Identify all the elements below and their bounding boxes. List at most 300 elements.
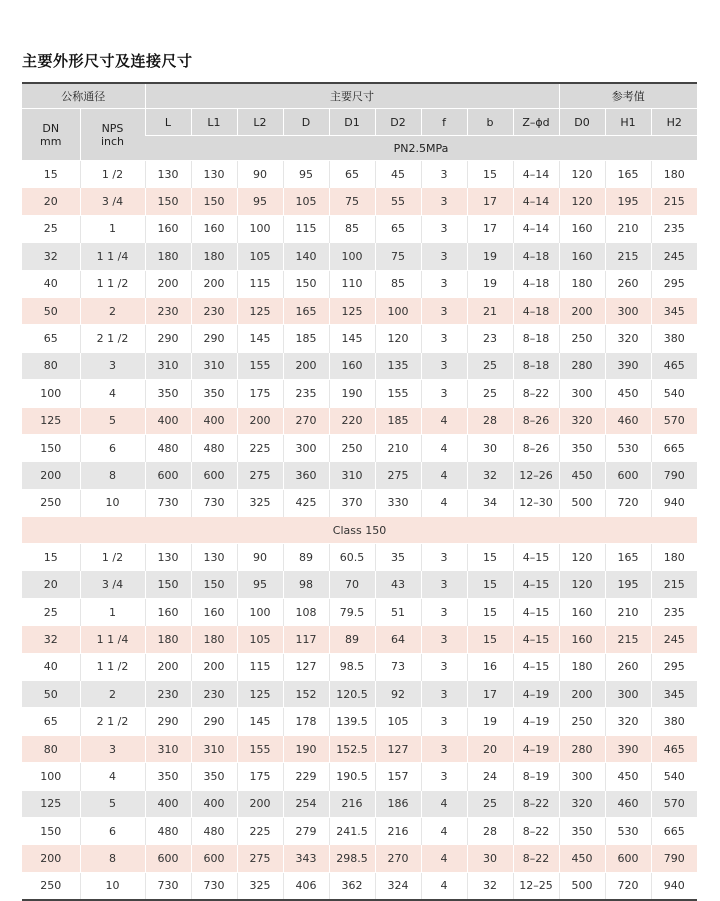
table-cell: 65 bbox=[22, 325, 80, 352]
table-cell: 600 bbox=[145, 845, 191, 872]
table-cell: 195 bbox=[605, 571, 651, 598]
table-cell: 400 bbox=[191, 790, 237, 817]
table-cell: 155 bbox=[237, 352, 283, 379]
table-cell: 8 bbox=[80, 845, 145, 872]
table-cell: 200 bbox=[559, 297, 605, 324]
table-cell: 200 bbox=[22, 462, 80, 489]
table-row bbox=[22, 462, 697, 489]
table-cell: 160 bbox=[145, 598, 191, 625]
table-body bbox=[22, 161, 697, 901]
table-cell: 600 bbox=[191, 845, 237, 872]
table-cell: 460 bbox=[605, 790, 651, 817]
table-cell: 3 /4 bbox=[80, 188, 145, 215]
table-cell: 100 bbox=[22, 380, 80, 407]
table-cell: 165 bbox=[605, 544, 651, 571]
table-cell: 80 bbox=[22, 352, 80, 379]
table-cell: 1 1 /4 bbox=[80, 626, 145, 653]
table-cell: 290 bbox=[191, 325, 237, 352]
table-cell: 89 bbox=[329, 626, 375, 653]
table-cell: 570 bbox=[651, 790, 697, 817]
table-cell: 120.5 bbox=[329, 681, 375, 708]
table-cell: 145 bbox=[237, 325, 283, 352]
table-cell: 190.5 bbox=[329, 763, 375, 790]
table-cell: 254 bbox=[283, 790, 329, 817]
table-cell: 150 bbox=[145, 188, 191, 215]
table-cell: 465 bbox=[651, 352, 697, 379]
section-label: Class 150 bbox=[22, 517, 697, 544]
table-cell: 300 bbox=[605, 297, 651, 324]
table-cell: 241.5 bbox=[329, 817, 375, 844]
table-cell: 720 bbox=[605, 872, 651, 900]
header-nps-unit: inch bbox=[100, 134, 125, 148]
table-cell: 235 bbox=[283, 380, 329, 407]
table-cell: 380 bbox=[651, 325, 697, 352]
table-cell: 325 bbox=[237, 489, 283, 516]
table-cell: 32 bbox=[22, 243, 80, 270]
header-col: L2 bbox=[237, 109, 283, 136]
table-cell: 3 bbox=[421, 653, 467, 680]
table-cell: 6 bbox=[80, 817, 145, 844]
table-cell: 25 bbox=[467, 380, 513, 407]
table-cell: 160 bbox=[559, 243, 605, 270]
table-cell: 32 bbox=[467, 872, 513, 900]
table-cell: 8–22 bbox=[513, 790, 559, 817]
table-cell: 3 bbox=[421, 708, 467, 735]
table-cell: 370 bbox=[329, 489, 375, 516]
table-cell: 19 bbox=[467, 270, 513, 297]
table-cell: 345 bbox=[651, 297, 697, 324]
table-cell: 250 bbox=[559, 325, 605, 352]
table-cell: 600 bbox=[605, 462, 651, 489]
table-cell: 1 bbox=[80, 215, 145, 242]
table-cell: 4–19 bbox=[513, 708, 559, 735]
table-cell: 40 bbox=[22, 653, 80, 680]
table-cell: 400 bbox=[145, 790, 191, 817]
table-cell: 200 bbox=[145, 653, 191, 680]
table-cell: 130 bbox=[145, 161, 191, 188]
table-cell: 200 bbox=[283, 352, 329, 379]
table-cell: 15 bbox=[467, 544, 513, 571]
table-cell: 120 bbox=[559, 544, 605, 571]
table-cell: 290 bbox=[191, 708, 237, 735]
table-cell: 310 bbox=[145, 735, 191, 762]
table-cell: 100 bbox=[237, 598, 283, 625]
table-cell: 125 bbox=[329, 297, 375, 324]
table-cell: 3 bbox=[421, 598, 467, 625]
table-cell: 90 bbox=[237, 544, 283, 571]
table-cell: 115 bbox=[283, 215, 329, 242]
table-cell: 110 bbox=[329, 270, 375, 297]
table-cell: 175 bbox=[237, 763, 283, 790]
table-cell: 8–18 bbox=[513, 352, 559, 379]
table-cell: 85 bbox=[375, 270, 421, 297]
table-cell: 480 bbox=[145, 817, 191, 844]
table-cell: 24 bbox=[467, 763, 513, 790]
table-cell: 250 bbox=[559, 708, 605, 735]
table-row bbox=[22, 270, 697, 297]
table-row bbox=[22, 681, 697, 708]
table-cell: 270 bbox=[283, 407, 329, 434]
table-cell: 3 bbox=[421, 325, 467, 352]
table-cell: 275 bbox=[237, 845, 283, 872]
table-cell: 200 bbox=[191, 653, 237, 680]
table-row bbox=[22, 380, 697, 407]
table-cell: 270 bbox=[375, 845, 421, 872]
table-cell: 720 bbox=[605, 489, 651, 516]
table-cell: 25 bbox=[22, 598, 80, 625]
table-cell: 8–26 bbox=[513, 407, 559, 434]
table-cell: 3 bbox=[421, 270, 467, 297]
table-cell: 120 bbox=[559, 571, 605, 598]
table-cell: 4–15 bbox=[513, 571, 559, 598]
table-cell: 130 bbox=[191, 544, 237, 571]
table-cell: 145 bbox=[329, 325, 375, 352]
table-cell: 15 bbox=[467, 571, 513, 598]
table-cell: 350 bbox=[191, 763, 237, 790]
table-cell: 4–18 bbox=[513, 297, 559, 324]
table-cell: 10 bbox=[80, 489, 145, 516]
table-cell: 350 bbox=[145, 763, 191, 790]
table-cell: 3 bbox=[421, 571, 467, 598]
table-cell: 245 bbox=[651, 243, 697, 270]
table-cell: 3 bbox=[421, 243, 467, 270]
table-row bbox=[22, 735, 697, 762]
table-cell: 250 bbox=[22, 489, 80, 516]
table-cell: 200 bbox=[559, 681, 605, 708]
table-cell: 216 bbox=[329, 790, 375, 817]
section-row-class-150 bbox=[22, 517, 697, 544]
header-col: L1 bbox=[191, 109, 237, 136]
table-cell: 40 bbox=[22, 270, 80, 297]
table-cell: 25 bbox=[467, 790, 513, 817]
table-cell: 43 bbox=[375, 571, 421, 598]
table-row bbox=[22, 489, 697, 516]
table-cell: 530 bbox=[605, 434, 651, 461]
table-cell: 8 bbox=[80, 462, 145, 489]
table-cell: 120 bbox=[559, 161, 605, 188]
table-cell: 295 bbox=[651, 653, 697, 680]
header-col: Z–ϕd bbox=[513, 109, 559, 136]
table-cell: 95 bbox=[237, 571, 283, 598]
table-cell: 25 bbox=[22, 215, 80, 242]
table-cell: 10 bbox=[80, 872, 145, 900]
header-group-main: 主要尺寸 bbox=[145, 83, 559, 109]
table-cell: 600 bbox=[605, 845, 651, 872]
table-cell: 15 bbox=[467, 626, 513, 653]
table-cell: 125 bbox=[237, 681, 283, 708]
table-cell: 28 bbox=[467, 817, 513, 844]
table-cell: 105 bbox=[237, 243, 283, 270]
table-cell: 480 bbox=[145, 434, 191, 461]
table-cell: 215 bbox=[605, 626, 651, 653]
table-cell: 215 bbox=[651, 571, 697, 598]
table-cell: 275 bbox=[375, 462, 421, 489]
table-cell: 1 1 /4 bbox=[80, 243, 145, 270]
table-cell: 1 bbox=[80, 598, 145, 625]
table-cell: 4 bbox=[421, 407, 467, 434]
table-row bbox=[22, 708, 697, 735]
table-cell: 4–15 bbox=[513, 598, 559, 625]
table-cell: 400 bbox=[191, 407, 237, 434]
table-cell: 180 bbox=[145, 243, 191, 270]
table-cell: 450 bbox=[559, 462, 605, 489]
table-cell: 105 bbox=[375, 708, 421, 735]
table-cell: 115 bbox=[237, 653, 283, 680]
table-cell: 450 bbox=[605, 380, 651, 407]
table-cell: 20 bbox=[22, 188, 80, 215]
table-row bbox=[22, 325, 697, 352]
header-dn-label: DN bbox=[42, 121, 60, 135]
table-cell: 150 bbox=[191, 571, 237, 598]
table-row bbox=[22, 598, 697, 625]
table-row bbox=[22, 571, 697, 598]
table-cell: 2 1 /2 bbox=[80, 325, 145, 352]
table-cell: 180 bbox=[651, 161, 697, 188]
table-cell: 8–22 bbox=[513, 817, 559, 844]
table-cell: 350 bbox=[145, 380, 191, 407]
table-cell: 130 bbox=[145, 544, 191, 571]
table-cell: 150 bbox=[22, 817, 80, 844]
table-cell: 940 bbox=[651, 872, 697, 900]
table-cell: 145 bbox=[237, 708, 283, 735]
table-cell: 190 bbox=[329, 380, 375, 407]
table-cell: 178 bbox=[283, 708, 329, 735]
table-cell: 360 bbox=[283, 462, 329, 489]
table-cell: 80 bbox=[22, 735, 80, 762]
table-cell: 65 bbox=[22, 708, 80, 735]
table-cell: 85 bbox=[329, 215, 375, 242]
table-row bbox=[22, 817, 697, 844]
table-cell: 350 bbox=[559, 817, 605, 844]
table-cell: 465 bbox=[651, 735, 697, 762]
table-cell: 160 bbox=[329, 352, 375, 379]
table-cell: 140 bbox=[283, 243, 329, 270]
table-cell: 23 bbox=[467, 325, 513, 352]
table-cell: 343 bbox=[283, 845, 329, 872]
table-cell: 17 bbox=[467, 215, 513, 242]
table-cell: 3 bbox=[421, 626, 467, 653]
table-cell: 150 bbox=[283, 270, 329, 297]
table-cell: 4–15 bbox=[513, 626, 559, 653]
table-cell: 290 bbox=[145, 708, 191, 735]
table-cell: 3 bbox=[421, 763, 467, 790]
table-cell: 275 bbox=[237, 462, 283, 489]
table-cell: 32 bbox=[22, 626, 80, 653]
table-cell: 3 bbox=[421, 544, 467, 571]
table-cell: 790 bbox=[651, 462, 697, 489]
table-cell: 3 bbox=[421, 161, 467, 188]
table-cell: 940 bbox=[651, 489, 697, 516]
table-cell: 4–14 bbox=[513, 188, 559, 215]
table-cell: 180 bbox=[191, 243, 237, 270]
table-cell: 200 bbox=[237, 407, 283, 434]
table-cell: 17 bbox=[467, 188, 513, 215]
table-cell: 160 bbox=[145, 215, 191, 242]
header-dn-unit: mm bbox=[40, 134, 62, 148]
table-cell: 50 bbox=[22, 297, 80, 324]
table-cell: 320 bbox=[605, 325, 651, 352]
table-cell: 180 bbox=[651, 544, 697, 571]
table-cell: 390 bbox=[605, 352, 651, 379]
table-cell: 320 bbox=[559, 407, 605, 434]
table-cell: 51 bbox=[375, 598, 421, 625]
table-cell: 4–14 bbox=[513, 161, 559, 188]
table-cell: 320 bbox=[559, 790, 605, 817]
table-cell: 125 bbox=[22, 790, 80, 817]
table-cell: 150 bbox=[191, 188, 237, 215]
table-cell: 30 bbox=[467, 845, 513, 872]
table-cell: 100 bbox=[237, 215, 283, 242]
table-cell: 34 bbox=[467, 489, 513, 516]
table-header bbox=[22, 83, 697, 161]
header-col: L bbox=[145, 109, 191, 136]
table-cell: 125 bbox=[237, 297, 283, 324]
table-cell: 180 bbox=[559, 270, 605, 297]
table-cell: 165 bbox=[605, 161, 651, 188]
table-cell: 135 bbox=[375, 352, 421, 379]
table-cell: 139.5 bbox=[329, 708, 375, 735]
table-row bbox=[22, 653, 697, 680]
table-cell: 73 bbox=[375, 653, 421, 680]
table-cell: 20 bbox=[467, 735, 513, 762]
table-cell: 600 bbox=[191, 462, 237, 489]
table-cell: 125 bbox=[22, 407, 80, 434]
table-cell: 260 bbox=[605, 653, 651, 680]
table-cell: 4–15 bbox=[513, 544, 559, 571]
table-cell: 35 bbox=[375, 544, 421, 571]
table-cell: 50 bbox=[22, 681, 80, 708]
table-cell: 310 bbox=[191, 735, 237, 762]
table-cell: 4 bbox=[421, 462, 467, 489]
table-cell: 120 bbox=[375, 325, 421, 352]
table-row bbox=[22, 407, 697, 434]
table-cell: 150 bbox=[22, 434, 80, 461]
table-cell: 480 bbox=[191, 817, 237, 844]
table-cell: 4 bbox=[421, 872, 467, 900]
table-cell: 12–25 bbox=[513, 872, 559, 900]
table-cell: 32 bbox=[467, 462, 513, 489]
header-col: f bbox=[421, 109, 467, 136]
table-cell: 216 bbox=[375, 817, 421, 844]
table-cell: 185 bbox=[283, 325, 329, 352]
table-cell: 155 bbox=[375, 380, 421, 407]
table-cell: 5 bbox=[80, 407, 145, 434]
table-cell: 160 bbox=[559, 626, 605, 653]
table-cell: 108 bbox=[283, 598, 329, 625]
table-cell: 200 bbox=[237, 790, 283, 817]
table-cell: 120 bbox=[559, 188, 605, 215]
table-cell: 4 bbox=[421, 790, 467, 817]
table-row bbox=[22, 434, 697, 461]
table-cell: 1 /2 bbox=[80, 544, 145, 571]
table-cell: 105 bbox=[283, 188, 329, 215]
table-cell: 230 bbox=[145, 297, 191, 324]
table-cell: 90 bbox=[237, 161, 283, 188]
table-cell: 92 bbox=[375, 681, 421, 708]
table-cell: 30 bbox=[467, 434, 513, 461]
table-cell: 15 bbox=[22, 161, 80, 188]
table-cell: 3 bbox=[421, 735, 467, 762]
table-cell: 4–18 bbox=[513, 270, 559, 297]
table-cell: 300 bbox=[559, 763, 605, 790]
table-cell: 12–26 bbox=[513, 462, 559, 489]
table-cell: 295 bbox=[651, 270, 697, 297]
table-cell: 8–26 bbox=[513, 434, 559, 461]
table-cell: 540 bbox=[651, 380, 697, 407]
table-cell: 210 bbox=[605, 215, 651, 242]
table-row bbox=[22, 243, 697, 270]
table-cell: 165 bbox=[283, 297, 329, 324]
table-cell: 298.5 bbox=[329, 845, 375, 872]
table-cell: 130 bbox=[191, 161, 237, 188]
table-cell: 480 bbox=[191, 434, 237, 461]
table-cell: 180 bbox=[559, 653, 605, 680]
table-cell: 390 bbox=[605, 735, 651, 762]
table-cell: 160 bbox=[559, 598, 605, 625]
table-row bbox=[22, 763, 697, 790]
table-cell: 3 bbox=[421, 188, 467, 215]
header-col: D0 bbox=[559, 109, 605, 136]
header-col: D2 bbox=[375, 109, 421, 136]
table-cell: 5 bbox=[80, 790, 145, 817]
table-cell: 3 bbox=[421, 297, 467, 324]
table-cell: 79.5 bbox=[329, 598, 375, 625]
table-cell: 2 1 /2 bbox=[80, 708, 145, 735]
table-cell: 230 bbox=[145, 681, 191, 708]
table-cell: 160 bbox=[191, 215, 237, 242]
table-cell: 15 bbox=[467, 598, 513, 625]
table-cell: 6 bbox=[80, 434, 145, 461]
table-cell: 324 bbox=[375, 872, 421, 900]
header-col: b bbox=[467, 109, 513, 136]
table-cell: 157 bbox=[375, 763, 421, 790]
table-cell: 4 bbox=[421, 817, 467, 844]
table-cell: 152.5 bbox=[329, 735, 375, 762]
table-cell: 8–22 bbox=[513, 845, 559, 872]
table-cell: 12–30 bbox=[513, 489, 559, 516]
table-cell: 229 bbox=[283, 763, 329, 790]
header-group-ref: 参考值 bbox=[559, 83, 697, 109]
table-cell: 345 bbox=[651, 681, 697, 708]
table-cell: 665 bbox=[651, 434, 697, 461]
table-cell: 15 bbox=[467, 161, 513, 188]
table-cell: 60.5 bbox=[329, 544, 375, 571]
table-cell: 1 1 /2 bbox=[80, 653, 145, 680]
table-cell: 28 bbox=[467, 407, 513, 434]
table-cell: 730 bbox=[191, 872, 237, 900]
table-cell: 600 bbox=[145, 462, 191, 489]
table-row bbox=[22, 297, 697, 324]
table-cell: 117 bbox=[283, 626, 329, 653]
table-cell: 100 bbox=[329, 243, 375, 270]
table-cell: 230 bbox=[191, 681, 237, 708]
table-cell: 160 bbox=[559, 215, 605, 242]
table-cell: 1 1 /2 bbox=[80, 270, 145, 297]
table-cell: 215 bbox=[651, 188, 697, 215]
table-cell: 4 bbox=[421, 434, 467, 461]
table-cell: 570 bbox=[651, 407, 697, 434]
table-cell: 3 bbox=[80, 735, 145, 762]
table-cell: 300 bbox=[559, 380, 605, 407]
table-cell: 195 bbox=[605, 188, 651, 215]
table-cell: 380 bbox=[651, 708, 697, 735]
table-cell: 280 bbox=[559, 735, 605, 762]
table-cell: 8–18 bbox=[513, 325, 559, 352]
table-cell: 127 bbox=[375, 735, 421, 762]
table-cell: 530 bbox=[605, 817, 651, 844]
table-cell: 250 bbox=[22, 872, 80, 900]
table-cell: 730 bbox=[191, 489, 237, 516]
